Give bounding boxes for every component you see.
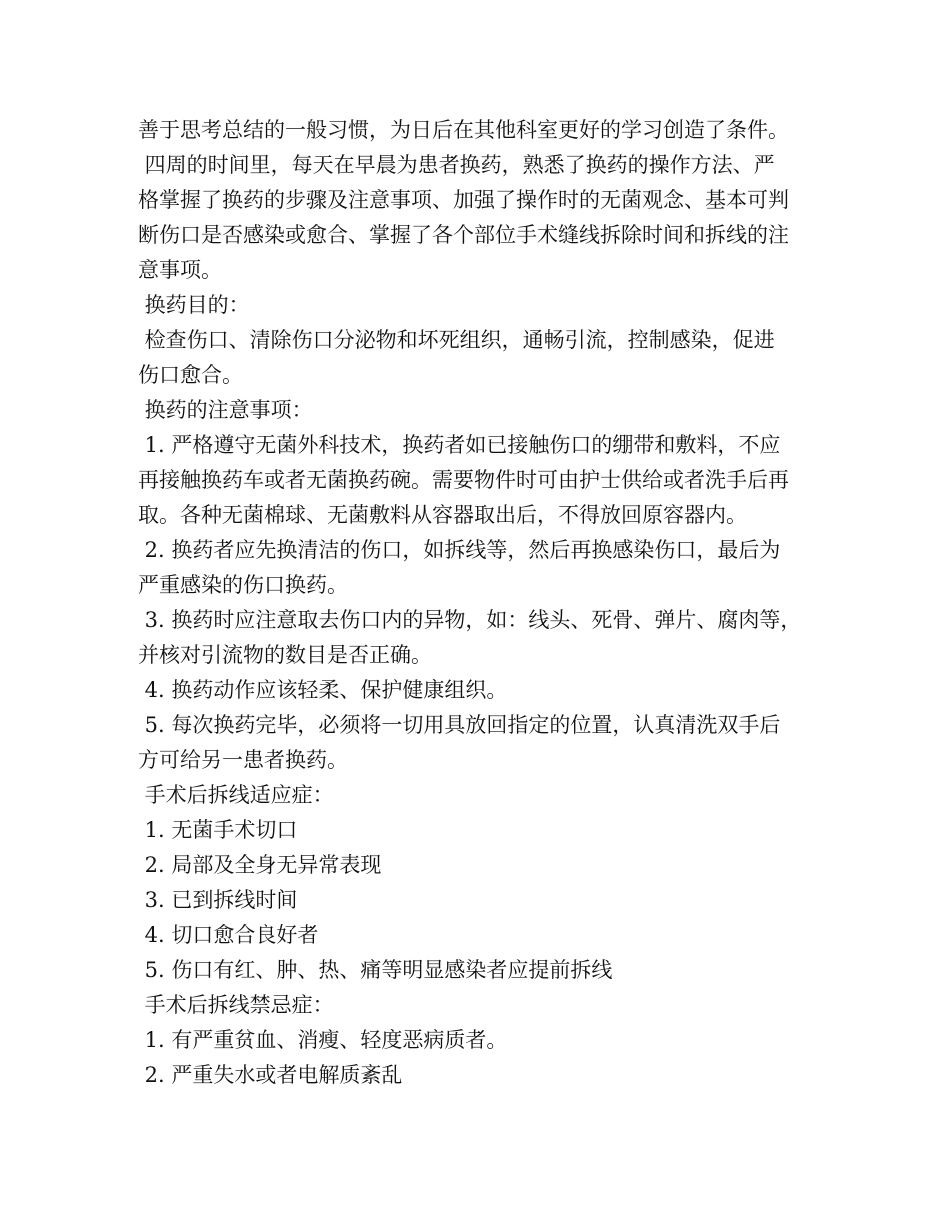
list-item: 2. 局部及全身无异常表现	[138, 853, 382, 877]
text-line: 善于思考总结的一般习惯，为日后在其他科室更好的学习创造了条件。	[138, 118, 789, 142]
text-line: 意事项。	[138, 258, 222, 282]
list-item: 4. 换药动作应该轻柔、保护健康组织。	[138, 678, 508, 702]
text-line: 取。各种无菌棉球、无菌敷料从容器取出后，不得放回原容器内。	[138, 503, 747, 527]
list-item: 1. 无菌手术切口	[138, 818, 298, 842]
text-line: 再接触换药车或者无菌换药碗。需要物件时可由护士供给或者洗手后再	[138, 468, 789, 492]
list-item: 1. 有严重贫血、消瘦、轻度恶病质者。	[138, 1028, 508, 1052]
section-heading: 换药目的：	[138, 293, 250, 317]
list-item: 2. 换药者应先换清洁的伤口，如拆线等，然后再换感染伤口，最后为	[138, 538, 781, 562]
document-body	[138, 113, 828, 1093]
list-item: 4. 切口愈合良好者	[138, 923, 319, 947]
section-heading: 手术后拆线禁忌症：	[138, 993, 334, 1017]
text-line: 格掌握了换药的步骤及注意事项、加强了操作时的无菌观念、基本可判	[138, 188, 789, 212]
text-line: 并核对引流物的数目是否正确。	[138, 643, 432, 667]
list-item: 5. 伤口有红、肿、热、痛等明显感染者应提前拆线	[138, 958, 613, 982]
text-line: 伤口愈合。	[138, 363, 243, 387]
text-line: 断伤口是否感染或愈合、掌握了各个部位手术缝线拆除时间和拆线的注	[138, 223, 789, 247]
section-heading: 手术后拆线适应症：	[138, 783, 334, 807]
list-item: 5. 每次换药完毕，必须将一切用具放回指定的位置，认真清洗双手后	[138, 713, 781, 737]
text-line: 四周的时间里，每天在早晨为患者换药，熟悉了换药的操作方法、严	[138, 153, 775, 177]
list-item: 2. 严重失水或者电解质紊乱	[138, 1063, 403, 1087]
list-item: 1. 严格遵守无菌外科技术，换药者如已接触伤口的绷带和敷料，不应	[138, 433, 781, 457]
list-item: 3. 已到拆线时间	[138, 888, 298, 912]
text-line: 检查伤口、清除伤口分泌物和坏死组织，通畅引流，控制感染，促进	[138, 328, 775, 352]
text-line: 方可给另一患者换药。	[138, 748, 348, 772]
list-item: 3. 换药时应注意取去伤口内的异物，如：线头、死骨、弹片、腐肉等，	[138, 608, 802, 632]
text-line: 严重感染的伤口换药。	[138, 573, 348, 597]
section-heading: 换药的注意事项：	[138, 398, 313, 422]
